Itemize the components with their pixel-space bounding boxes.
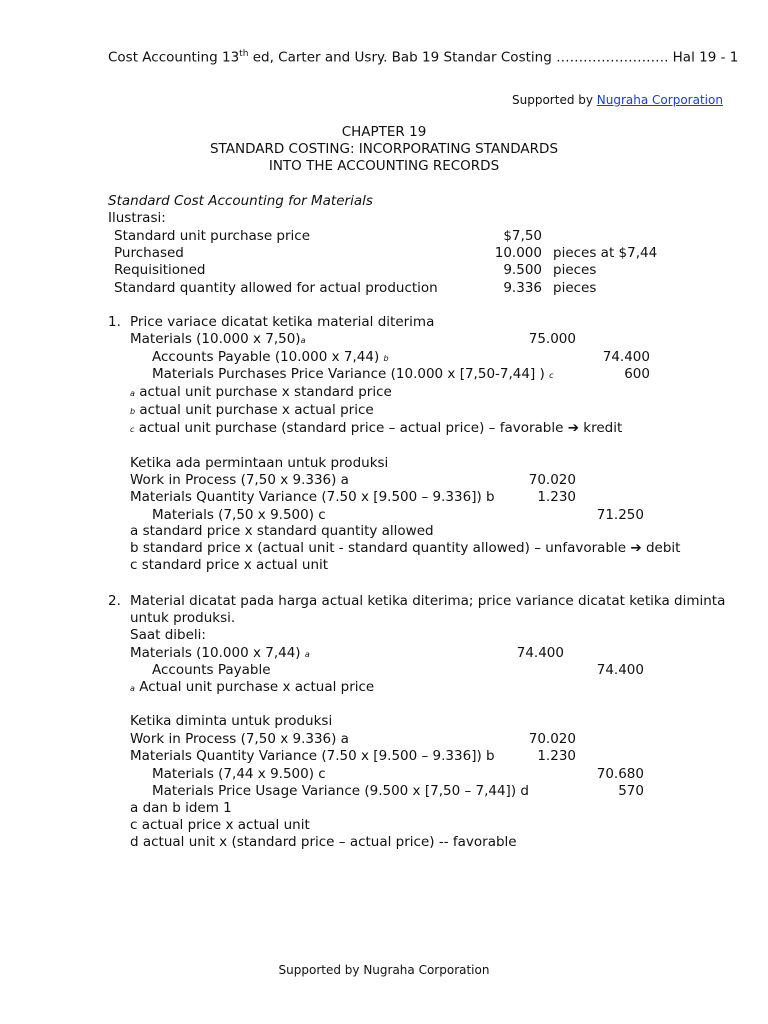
journal-debit-line (130, 331, 305, 349)
ilustrasi-row-label: Requisitioned (114, 262, 206, 278)
ilustrasi-row-label: Standard unit purchase price (114, 228, 311, 244)
footnote (130, 679, 374, 697)
header-page-info: ed, Carter and Usry. Bab 19 Standar Costing ……………………. Hal 19 - 1 (248, 49, 739, 66)
header-superscript: th (239, 49, 249, 59)
journal-debit-line: Materials Quantity Variance (7.50 x [9.500 – 9.336]) b (130, 748, 495, 764)
ilustrasi-label: Ilustrasi: (108, 210, 166, 226)
journal-account: Accounts Payable (10.000 x 7,44) (152, 349, 384, 365)
journal-account: Materials (10.000 x 7,44) (130, 645, 305, 661)
item-1-number: 1. (108, 314, 121, 330)
journal-credit-line: Materials Price Usage Variance (9.500 x [7,50 – 7,44]) d (152, 783, 529, 799)
footnote-marker: a (130, 684, 135, 693)
page-footer: Supported by Nugraha Corporation (278, 963, 490, 977)
footnote-marker: c (549, 371, 554, 380)
journal-debit-line: Work in Process (7,50 x 9.336) a (130, 472, 349, 488)
journal-credit-line: Materials (7,44 x 9.500) c (152, 766, 326, 782)
chapter-number: CHAPTER 19 (341, 124, 427, 140)
credit-amount: 570 (618, 783, 644, 799)
footnote: a standard price x standard quantity allowed (130, 523, 434, 539)
journal-credit-line (152, 366, 553, 384)
item-1-heading: Price variace dicatat ketika material diterima (130, 314, 435, 330)
credit-amount: 71.250 (596, 507, 644, 523)
footnote-marker: b (130, 407, 136, 416)
footnote: a dan b idem 1 (130, 800, 232, 816)
footnote-text: actual unit purchase x actual price (135, 402, 374, 418)
ilustrasi-row-value: 9.500 (503, 262, 542, 278)
footnote: c standard price x actual unit (130, 557, 329, 573)
footnote-text: actual unit purchase (standard price – actual price) – favorable ➔ kredit (134, 420, 623, 436)
debit-amount: 1.230 (537, 748, 576, 764)
footnote-marker: a (300, 336, 306, 345)
item-2-heading: Material dicatat pada harga actual ketika diterima; price variance dicatat ketika diminta (130, 593, 726, 609)
journal-debit-line (130, 645, 310, 663)
journal-debit-line: Work in Process (7,50 x 9.336) a (130, 731, 349, 747)
sub-heading: Saat dibeli: (130, 627, 206, 643)
credit-amount: 74.400 (596, 662, 644, 678)
footnote (130, 384, 392, 402)
nugraha-corporation-link[interactable]: Nugraha Corporation (596, 93, 723, 107)
footnote: d actual unit x (standard price – actual price) -- favorable (130, 834, 517, 850)
journal-credit-line: Materials (7,50 x 9.500) c (152, 507, 326, 523)
footnote-text: actual unit purchase x standard price (134, 384, 392, 400)
debit-amount: 70.020 (528, 731, 576, 747)
journal-credit-line (152, 349, 389, 367)
debit-amount: 70.020 (528, 472, 576, 488)
section-heading: Standard Cost Accounting for Materials (108, 193, 373, 209)
ilustrasi-row-value: 10.000 (494, 245, 542, 261)
footnote-marker: a (304, 650, 310, 659)
sub-heading: Ketika ada permintaan untuk produksi (130, 455, 389, 471)
debit-amount: 74.400 (516, 645, 564, 661)
journal-account: Materials (10.000 x 7,50) (130, 331, 301, 347)
footnote-text: Actual unit purchase x actual price (134, 679, 375, 695)
sub-heading: Ketika diminta untuk produksi (130, 713, 333, 729)
chapter-title-line-2: INTO THE ACCOUNTING RECORDS (268, 158, 500, 174)
credit-amount: 600 (624, 366, 650, 382)
ilustrasi-row-value: 9.336 (503, 280, 542, 296)
supported-by-top (512, 92, 723, 109)
header-title: Cost Accounting 13 (108, 49, 240, 66)
ilustrasi-row-unit: pieces at $7,44 (553, 245, 658, 261)
debit-amount: 1.230 (537, 489, 576, 505)
footnote-marker: a (130, 389, 135, 398)
item-2-number: 2. (108, 593, 121, 609)
page-header (108, 46, 738, 67)
chapter-title-line-1: STANDARD COSTING: INCORPORATING STANDARDS (209, 141, 559, 157)
ilustrasi-row-label: Standard quantity allowed for actual production (114, 280, 438, 296)
footnote (130, 402, 374, 420)
journal-credit-line: Accounts Payable (152, 662, 271, 678)
supported-by-prefix: Supported by (512, 93, 597, 107)
footnote: c actual price x actual unit (130, 817, 310, 833)
footnote (130, 420, 622, 438)
ilustrasi-row-unit: pieces (553, 280, 597, 296)
credit-amount: 74.400 (602, 349, 650, 365)
credit-amount: 70.680 (596, 766, 644, 782)
ilustrasi-row-label: Purchased (114, 245, 184, 261)
debit-amount: 75.000 (528, 331, 576, 347)
item-2-heading-cont: untuk produksi. (130, 610, 236, 626)
ilustrasi-row-value: $7,50 (503, 228, 542, 244)
ilustrasi-row-unit: pieces (553, 262, 597, 278)
footnote: b standard price x (actual unit - standard quantity allowed) – unfavorable ➔ debit (130, 540, 681, 556)
journal-debit-line: Materials Quantity Variance (7.50 x [9.500 – 9.336]) b (130, 489, 495, 505)
footnote-marker: b (383, 354, 389, 363)
footnote-marker: c (130, 425, 135, 434)
journal-account: Materials Purchases Price Variance (10.000 x [7,50-7,44] ) (152, 366, 550, 382)
